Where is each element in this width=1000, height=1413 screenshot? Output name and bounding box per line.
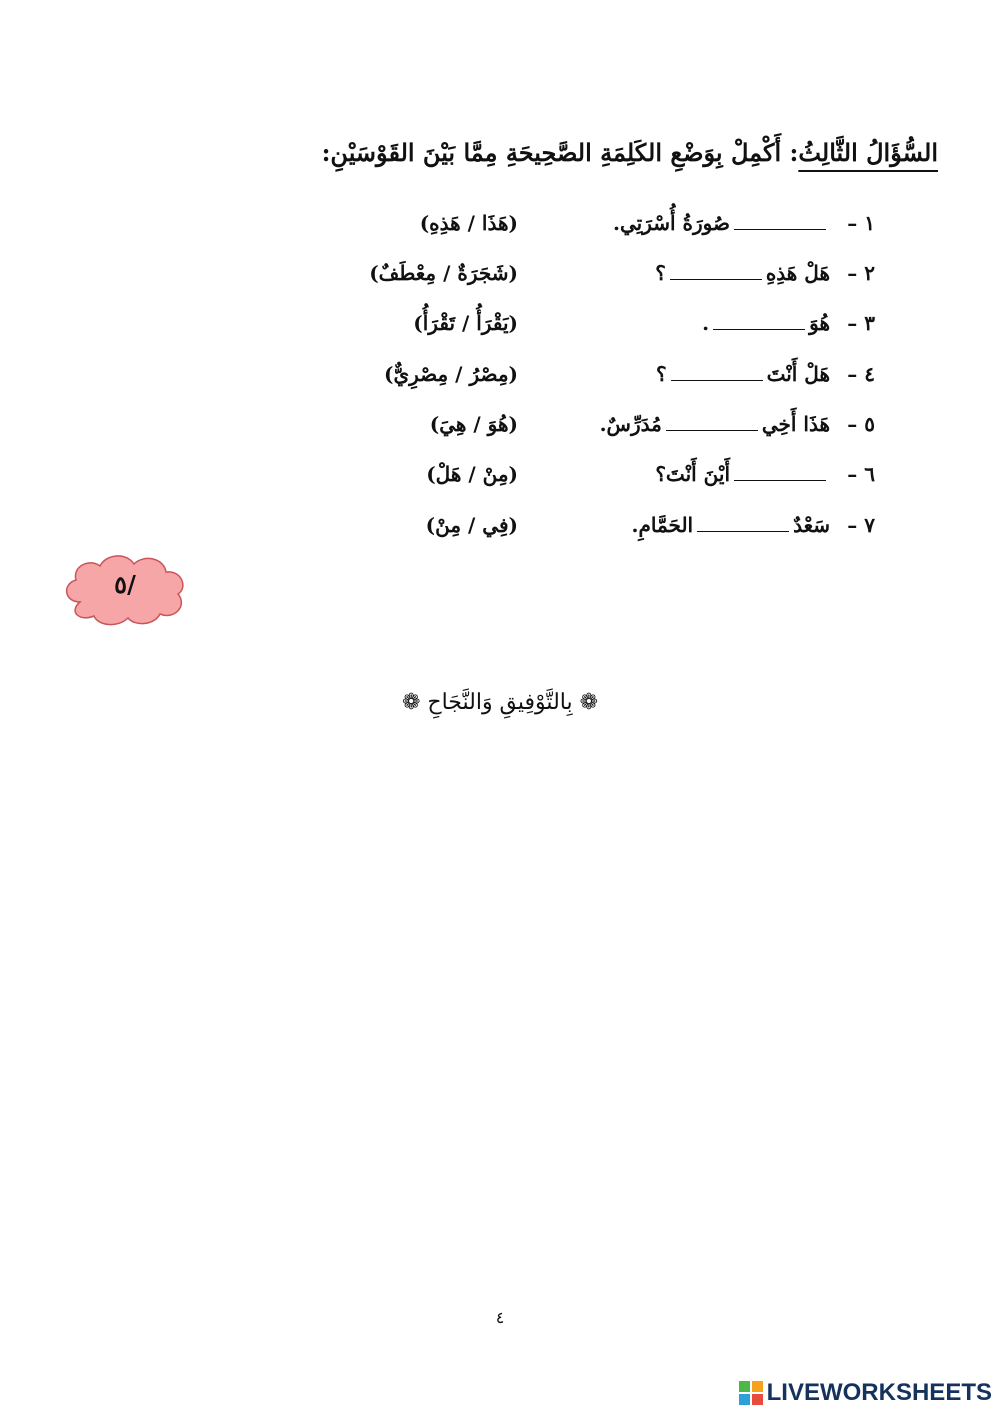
item-sentence (656, 362, 830, 386)
sentence-after: صُورَةُ أُسْرَتِي. (613, 211, 730, 235)
page-number: ٤ (495, 1308, 505, 1327)
exercise-row (0, 255, 1000, 295)
brand-mark-icon (739, 1381, 763, 1405)
item-sentence (600, 412, 830, 436)
answer-blank[interactable] (734, 215, 826, 230)
item-number: ٦ – (847, 462, 875, 486)
answer-blank[interactable] (734, 466, 826, 481)
sentence-after: ؟ (655, 261, 666, 285)
exercise-row (0, 305, 1000, 345)
item-options: (مِصْرُ / مِصْرِيٌّ) (384, 362, 518, 386)
brand-name: LIVEWORKSHEETS (766, 1379, 992, 1406)
answer-blank[interactable] (671, 366, 763, 381)
item-number: ٧ – (847, 513, 875, 537)
answer-blank[interactable] (697, 517, 789, 532)
answer-blank[interactable] (670, 265, 762, 280)
closing-message: ❁ بِالتَّوْفِيقِ وَالنَّجَاحِ ❁ (401, 690, 599, 715)
item-number: ١ – (847, 211, 875, 235)
exercise-row (0, 456, 1000, 496)
item-number: ٣ – (847, 311, 875, 335)
question-label: السُّؤَالُ الثَّالِثُ (798, 138, 938, 167)
exercise-row (0, 507, 1000, 547)
answer-blank[interactable] (713, 315, 805, 330)
exercise-row (0, 205, 1000, 245)
item-number: ٢ – (847, 261, 875, 285)
item-options: (فِي / مِنْ) (425, 513, 518, 537)
sentence-before: هَلْ هَذِهِ (765, 261, 830, 285)
sentence-after: مُدَرِّسٌ. (599, 412, 662, 436)
exercise-row (0, 406, 1000, 446)
score-label: /٥ (114, 570, 136, 599)
sentence-before: هَذَا أَخِي (761, 412, 830, 436)
item-options: (يَقْرَأُ / تَقْرَأُ) (413, 311, 518, 335)
question-title (322, 138, 938, 167)
item-options: (مِنْ / هَلْ) (426, 462, 518, 486)
item-options: (هُوَ / هِيَ) (429, 412, 518, 436)
item-sentence (702, 311, 830, 335)
answer-blank[interactable] (666, 416, 758, 431)
item-options: (هَذَا / هَذِهِ) (419, 211, 518, 235)
item-sentence (655, 261, 830, 285)
item-options: (شَجَرَةٌ / مِعْطَفٌ) (369, 261, 518, 285)
brand-logo (739, 1378, 992, 1408)
sentence-after: . (702, 311, 710, 335)
sentence-after: ؟ (655, 362, 667, 386)
item-sentence (655, 462, 830, 486)
sentence-after: أَيْنَ أَنْتَ؟ (655, 462, 730, 486)
sentence-before: سَعْدٌ (793, 513, 830, 537)
exercise-row (0, 356, 1000, 396)
item-sentence (613, 211, 830, 235)
sentence-after: الحَمَّامِ. (631, 513, 694, 537)
sentence-before: هُوَ (809, 311, 830, 335)
sentence-before: هَلْ أَنْتَ (766, 362, 830, 386)
item-sentence (632, 513, 830, 537)
question-instruction: : أَكْمِلْ بِوَضْعِ الكَلِمَةِ الصَّحِيحَةِ مِمَّا بَيْنَ القَوْسَيْنِ: (321, 138, 799, 167)
item-number: ٥ – (847, 412, 875, 436)
item-number: ٤ – (847, 362, 875, 386)
